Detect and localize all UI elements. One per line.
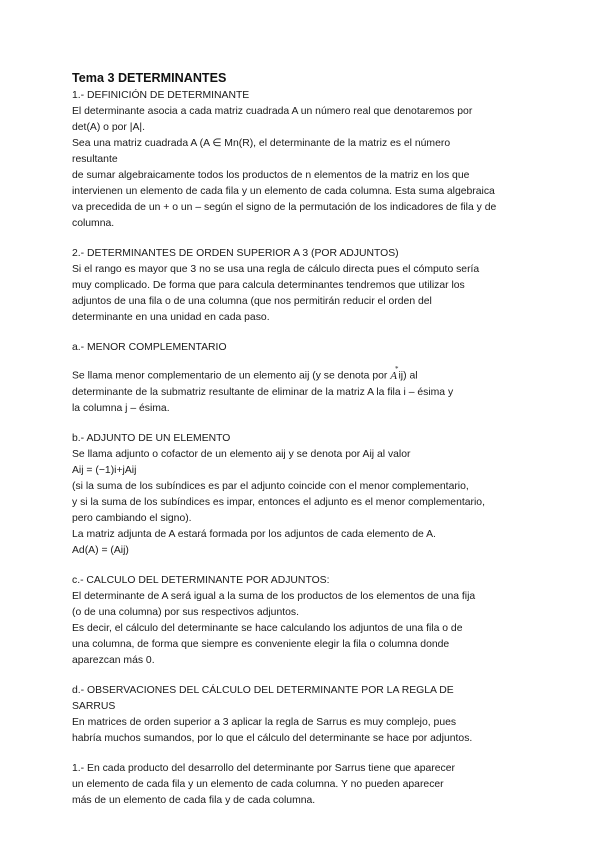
section-definicion <box>72 88 542 232</box>
text-fragment: Se llama menor complementario de un elemento aij (y se denota por <box>72 370 388 382</box>
paragraph-line: un elemento de cada fila y un elemento de cada columna. Y no pueden aparecer <box>72 778 444 790</box>
section-menor-complementario <box>72 340 542 417</box>
paragraph-line: En matrices de orden superior a 3 aplicar la regla de Sarrus es muy complejo, pues <box>72 716 457 728</box>
paragraph-line: El determinante de A será igual a la suma de los productos de los elementos de una fija <box>72 590 476 602</box>
paragraph-line: muy complicado. De forma que para calcula determinantes tendremos que utilizar los <box>72 280 465 291</box>
paragraph-line: Sea una matriz cuadrada A (A ∈ Mn(R), el determinante de la matriz es el número <box>72 138 451 149</box>
paragraph-line: habría muchos sumandos, por lo que el cálculo del determinante se hace por adjuntos. <box>72 732 473 744</box>
section-heading: 1.- DEFINICIÓN DE DETERMINANTE <box>72 90 250 101</box>
paragraph-line: El determinante asocia a cada matriz cuadrada A un número real que denotaremos por <box>72 106 473 117</box>
paragraph-line: intervienen un elemento de cada fila y un elemento de cada columna. Esta suma algebraica <box>72 186 495 197</box>
paragraph-line: La matriz adjunta de A estará formada por los adjuntos de cada elemento de A. <box>72 528 436 540</box>
document-title: Tema 3 DETERMINANTES <box>72 71 227 85</box>
paragraph-line: adjuntos de una fila o de una columna (que nos permitirán reducir el orden del <box>72 296 432 307</box>
observacion-1 <box>72 761 542 809</box>
paragraph-line: Se llama adjunto o cofactor de un elemento aij y se denota por Aij al valor <box>72 448 411 460</box>
section-heading: d.- OBSERVACIONES DEL CÁLCULO DEL DETERMINANTE POR LA REGLA DE <box>72 684 454 696</box>
paragraph-line <box>72 364 542 385</box>
paragraph-line: Es decir, el cálculo del determinante se hace calculando los adjuntos de una fila o de <box>72 622 463 634</box>
formula-line: Ad(A) = (Aij) <box>72 544 129 556</box>
section-heading: a.- MENOR COMPLEMENTARIO <box>72 342 227 353</box>
formula-line: Aij = (−1)i+jAij <box>72 464 137 476</box>
paragraph-line: determinante en una unidad en cada paso. <box>72 312 270 323</box>
paragraph-line: det(A) o por |A|. <box>72 122 145 133</box>
section-orden-superior <box>72 246 542 326</box>
paragraph-line: aparezcan más 0. <box>72 654 155 666</box>
paragraph-line: (o de una columna) por sus respectivos adjuntos. <box>72 606 299 618</box>
paragraph-line: más de un elemento de cada fila y de cada columna. <box>72 794 316 806</box>
section-observaciones-sarrus <box>72 683 542 747</box>
paragraph-line: va precedida de un + o un – según el signo de la permutación de los indicadores de fila y de <box>72 202 497 213</box>
symbol-letter: A <box>390 369 397 382</box>
section-heading: 2.- DETERMINANTES DE ORDEN SUPERIOR A 3 (POR ADJUNTOS) <box>72 248 399 259</box>
section-heading: b.- ADJUNTO DE UN ELEMENTO <box>72 432 231 444</box>
section-adjunto <box>72 431 542 559</box>
paragraph-line: (si la suma de los subíndices es par el adjunto coincide con el menor complementario, <box>72 480 469 492</box>
paragraph-line: una columna, de forma que siempre es conveniente elegir la fila o columna donde <box>72 638 450 650</box>
paragraph-line: determinante de la submatriz resultante de eliminar de la matriz A la fila i – ésima y <box>72 386 454 398</box>
paragraph-line: y si la suma de los subíndices es impar, entonces el adjunto es el menor complementario, <box>72 496 485 508</box>
paragraph-line: 1.- En cada producto del desarrollo del determinante por Sarrus tiene que aparecer <box>72 762 455 774</box>
paragraph-line: de sumar algebraicamente todos los productos de n elementos de la matriz en los que <box>72 170 470 181</box>
menor-complementario-symbol <box>390 365 399 382</box>
document-body <box>72 70 542 809</box>
paragraph-line: Si el rango es mayor que 3 no se usa una regla de cálculo directa pues el cómputo sería <box>72 264 480 275</box>
paragraph-line: resultante <box>72 154 118 165</box>
section-calculo-adjuntos <box>72 573 542 669</box>
paragraph-line: pero cambiando el signo). <box>72 512 192 524</box>
text-fragment: ij) al <box>398 370 418 382</box>
paragraph-line: columna. <box>72 218 115 229</box>
symbol-mark: * <box>394 365 399 373</box>
paragraph-line: la columna j – ésima. <box>72 402 170 414</box>
section-heading: SARRUS <box>72 700 116 712</box>
section-heading: c.- CALCULO DEL DETERMINANTE POR ADJUNTOS: <box>72 574 330 586</box>
